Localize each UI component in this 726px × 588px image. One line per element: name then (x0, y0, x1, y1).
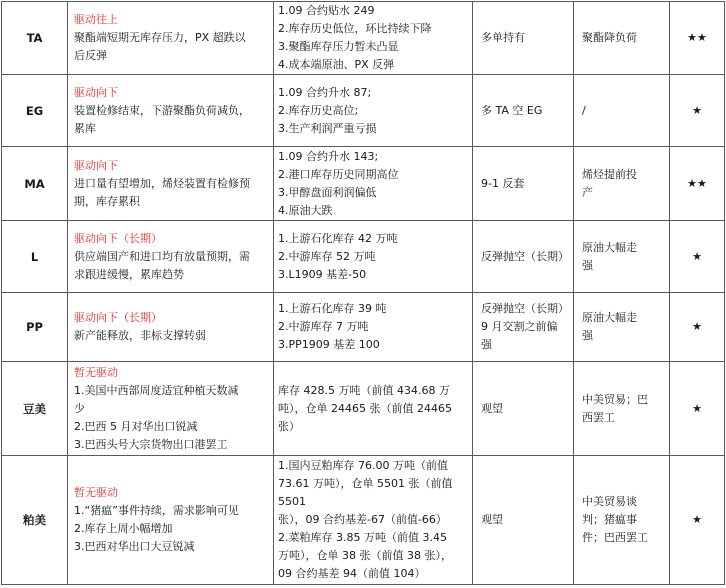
risk-line: 烯烃提前投 (582, 167, 637, 181)
driver-text: 聚酯端短期无库存压力，PX 超跌以 (74, 31, 246, 44)
data-line: 4.成本端原油、PX 反弹 (278, 58, 395, 71)
risk-line: 产 (582, 185, 593, 199)
risk-cell (574, 456, 670, 585)
driver-text: 1.美国中西部周度适宜种植天数减 (74, 383, 239, 397)
strategy-cell (473, 221, 574, 293)
driver-cell (68, 147, 274, 221)
data-line: 1.09 合约升水 87; (278, 85, 372, 99)
driver-label: 驱动向下 (74, 85, 118, 99)
driver-text: 后反弹 (74, 49, 107, 62)
table-body (2, 2, 725, 585)
rating-stars: ★★ (670, 147, 725, 221)
driver-cell (68, 2, 274, 75)
risk-line: 判；猪瘟事 (582, 513, 637, 526)
risk-cell (574, 147, 670, 221)
driver-text: 1.“猪瘟”事件持续，需求影响可见 (74, 504, 239, 517)
driver-text: 进口量有望增加，烯烃装置有检修预 (74, 176, 250, 190)
strategy-cell (473, 2, 574, 75)
data-line: 吨），仓单 24465 张（前值 24465 (278, 401, 452, 415)
strategy-cell (473, 293, 574, 362)
rating-stars: ★ (670, 293, 725, 362)
driver-label: 驱动向下（长期） (74, 311, 162, 324)
risk-cell (574, 362, 670, 456)
risk-line: 中美贸易谈 (582, 495, 637, 508)
data-line: 5501 (278, 495, 306, 508)
data-line: 2.菜粕库存 3.85 万吨（前值 3.45 (278, 531, 447, 544)
driver-cell (68, 293, 274, 362)
driver-cell (68, 75, 274, 147)
table-row (2, 293, 725, 362)
risk-line: 中美贸易；巴 (582, 392, 648, 406)
driver-text: 2.库存上周小幅增加 (74, 522, 173, 535)
data-line: 4.原油大跌 (278, 203, 333, 217)
data-cell (274, 221, 473, 293)
commodity-name: 豆美 (2, 362, 68, 456)
risk-line: 西罢工 (582, 410, 615, 424)
data-line: 3.PP1909 基差 100 (278, 338, 380, 351)
strategy-line: 多 TA 空 EG (481, 103, 543, 117)
risk-line: / (582, 103, 586, 117)
risk-cell (574, 221, 670, 293)
data-line: 库存 428.5 万吨（前值 434.68 万 (278, 383, 450, 397)
data-line: 2.港口库存历史同期高位 (278, 167, 399, 181)
commodity-name: L (2, 221, 68, 293)
strategy-line: 反弹抛空（长期） (481, 249, 569, 263)
data-line: 张） (278, 419, 300, 433)
data-line: 1.上游石化库存 39 吨 (278, 302, 387, 315)
driver-label: 驱动往上 (74, 13, 118, 26)
risk-line: 强 (582, 258, 593, 272)
rating-stars: ★ (670, 362, 725, 456)
strategy-line: 观望 (481, 401, 503, 415)
data-line: 3.L1909 基差-50 (278, 267, 367, 281)
strategy-cell (473, 456, 574, 585)
risk-line: 聚酯降负荷 (582, 31, 637, 44)
table-row (2, 221, 725, 293)
strategy-cell (473, 75, 574, 147)
strategy-cell (473, 147, 574, 221)
data-cell (274, 293, 473, 362)
strategy-line: 9-1 反套 (481, 176, 525, 190)
data-cell (274, 147, 473, 221)
driver-label: 驱动向下 (74, 158, 118, 172)
rating-stars: ★ (670, 75, 725, 147)
rating-stars: ★ (670, 221, 725, 293)
data-line: 1.09 合约贴水 249 (278, 4, 375, 17)
data-line: 2.库存历史高位; (278, 103, 359, 117)
driver-cell (68, 456, 274, 585)
strategy-line: 观望 (481, 513, 503, 526)
strategy-line: 多单持有 (481, 31, 525, 44)
risk-cell (574, 75, 670, 147)
driver-cell (68, 362, 274, 456)
strategy-cell (473, 362, 574, 456)
risk-line: 原油大幅走 (582, 311, 637, 324)
driver-text: 期，库存累积 (74, 194, 140, 208)
commodity-name: 粕美 (2, 456, 68, 585)
table-row (2, 147, 725, 221)
data-cell (274, 362, 473, 456)
data-line: 09 合约基差 94（前值 104） (278, 567, 426, 580)
driver-label: 暂无驱动 (74, 486, 118, 499)
driver-text: 3.巴西头号大宗货物出口港罢工 (74, 437, 228, 451)
data-cell (274, 2, 473, 75)
data-line: 2.中游库存 7 万吨 (278, 320, 369, 333)
table-row (2, 2, 725, 75)
risk-line: 强 (582, 329, 593, 342)
driver-text: 新产能释放，非标支撑转弱 (74, 329, 206, 342)
table-row (2, 362, 725, 456)
data-line: 3.聚酯库存压力暂未凸显 (278, 40, 399, 53)
commodity-name: PP (2, 293, 68, 362)
data-line: 1.上游石化库存 42 万吨 (278, 231, 398, 245)
driver-cell (68, 221, 274, 293)
risk-cell (574, 293, 670, 362)
table-row (2, 456, 725, 585)
strategy-line: 反弹抛空（长期） (481, 302, 569, 315)
data-line: 1.国内豆粕库存 76.00 万吨（前值 (278, 459, 448, 472)
rating-stars: ★ (670, 456, 725, 585)
data-cell (274, 75, 473, 147)
commodity-name: EG (2, 75, 68, 147)
data-line: 2.库存历史低位，环比持续下降 (278, 22, 432, 35)
data-line: 73.61 万吨），仓单 5501 张（前值 (278, 477, 453, 490)
commodity-name: TA (2, 2, 68, 75)
table-row (2, 75, 725, 147)
strategy-line: 强 (481, 338, 492, 351)
data-line: 万吨），仓单 38 张（前值 38 张）， (278, 549, 452, 562)
risk-line: 原油大幅走 (582, 240, 637, 254)
rating-stars: ★★ (670, 2, 725, 75)
strategy-line: 9 月交割之前偏 (481, 320, 558, 333)
data-line: 3.生产利润严重亏损 (278, 121, 377, 135)
driver-text: 2.巴西 5 月对华出口锐减 (74, 419, 198, 433)
driver-text: 少 (74, 401, 85, 415)
driver-text: 累库 (74, 121, 96, 135)
commodity-name: MA (2, 147, 68, 221)
driver-text: 求跟进缓慢，累库趋势 (74, 267, 184, 281)
risk-line: 件；巴西罢工 (582, 531, 648, 544)
driver-text: 供应端国产和进口均有放量预期，需 (74, 249, 250, 263)
commodity-strategy-table (1, 1, 725, 585)
driver-label: 驱动向下（长期） (74, 231, 162, 245)
data-cell (274, 456, 473, 585)
data-line: 3.甲醇盘面利润偏低 (278, 185, 377, 199)
driver-label: 暂无驱动 (74, 365, 118, 379)
driver-text: 装置检修结束，下游聚酯负荷减负， (74, 103, 250, 117)
risk-cell (574, 2, 670, 75)
data-line: 1.09 合约升水 143; (278, 149, 379, 163)
driver-text: 3.巴西对华出口大豆锐减 (74, 540, 195, 553)
data-line: 2.中游库存 52 万吨 (278, 249, 376, 263)
data-line: 张），09 合约基差-67（前值-66） (278, 513, 447, 526)
